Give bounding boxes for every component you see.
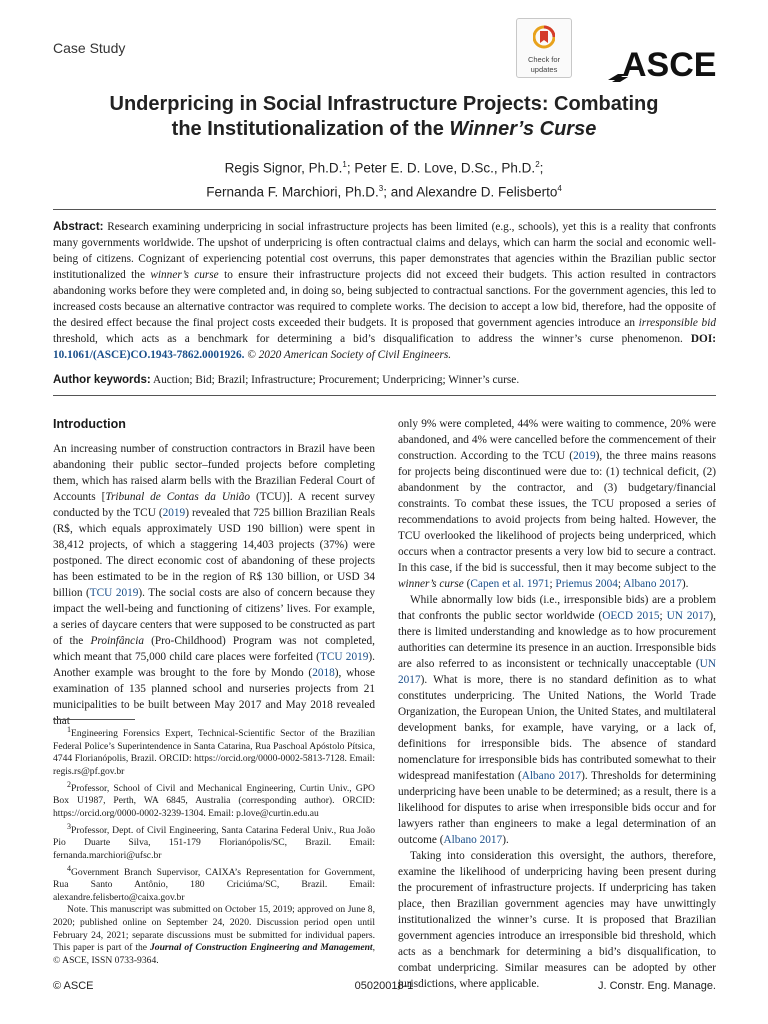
abstract-italic-1: winner’s curse [150,269,219,281]
citation-link[interactable]: Albano 2017 [443,834,503,846]
intro-paragraph-1: An increasing number of construction contractors in Brazil have been abandoning their public sector–funded projects before completing them, which has raised alarm bells with the Brazilian Federal Court of Accounts [Tribunal de Contas da União (TCU)]. A recent survey conducted by the TCU (2019) revealed that 725 billion Brazilian Reals (R$, which equals approximately USD 190 billion) were spent in 38,412 projects, of which a staggering 14,403 projects (37%) were postponed. The direct economic cost of abandoning of these projects has been estimated to be in the region of R$ 130 billion, or USD 34 billion (TCU 2019). The social costs are also of concern because they impact the well-being and functioning of citizens’ lives. For example, a series of daycare centers that were supposed to be constructed as part of the Proinfância (Pro-Childhood) Program was not completed, which meant that 75,000 child care places were forfeited (TCU 2019). Another example was brought to the fore by Mondo (2018), whose examination of 135 planned school and nurseries projects from 21 municipalities to be built between May 2017 and May 2018 revealed that [53,443,375,727]
footer-publisher: © ASCE [53,980,94,992]
badge-text-line1: Check for [527,55,561,64]
citation-link[interactable]: Albano 2017 [521,770,582,782]
citation-link[interactable]: Albano 2017 [623,578,682,590]
article-type: Case Study [53,40,126,56]
author-2-sep: ; [539,160,544,176]
author-3: Fernanda F. Marchiori, Ph.D. [206,184,379,199]
asce-logo [608,40,716,84]
section-heading-introduction: Introduction [53,417,126,431]
abstract [53,219,716,363]
author-2: ; Peter E. D. Love, D.Sc., Ph.D. [346,160,536,176]
citation-link[interactable]: OECD 2015 [602,610,660,622]
citation-link[interactable]: Priemus 2004 [555,578,618,590]
citation-link[interactable]: 2018 [312,667,335,679]
author-1-affil: 1 [342,160,347,169]
doi-label: DOI: [690,333,716,345]
abstract-text-3: threshold, which acts as a benchmark for determining a bid’s disqualification to address the winner’s curse phenomenon. [53,333,691,345]
title-line2: the Institutionalization of the [171,118,450,140]
author-1: Regis Signor, Ph.D. [224,160,343,176]
author-2-affil: 2 [535,160,540,169]
footnote-4: $^4$Government Branch Supervisor, CAIXA’s Representation for Government, Rua Santo Antônio, 180 Criciúma/SC, Brazil. Email: alexandre.felisberto@caixa.gov.br [53,863,375,903]
paper-title [40,92,728,142]
footnote-3: $^3$Professor, Dept. of Civil Engineering, Santa Catarina Federal Univ., Rua João Pio Duarte Silva, 151-179 Florianópolis/SC, Brazil. Email: fernanda.marchiori@ufsc.br [53,821,375,861]
citation-link[interactable]: UN 2017 [398,658,716,686]
author-list [40,155,728,202]
author-3-affil: 3 [378,183,384,193]
copyright-text: © 2020 American Society of Civil Engineers. [244,349,452,361]
citation-link[interactable]: TCU 2019 [319,651,369,663]
citation-link[interactable]: UN 2017 [666,610,710,622]
badge-text-line2: updates [530,65,558,74]
abstract-text-1: Research examining underpricing in social infrastructure projects has been limited (e.g., schools), yet this is a reality that confronts many governments worldwide. The upshot of underpricing is often contractual claims and delays, which can harm the social and economic well-being of citizens. Cognizant of experiencing potential cost overruns, this paper demonstrates that agencies within the Brazilian public sector institutionalized the [53,221,716,281]
citation-link[interactable]: Capen et al. 1971 [470,578,550,590]
keywords-text: Auction; Bid; Brazil; Infrastructure; Procurement; Underpricing; Winner’s curse. [150,374,520,386]
footer-journal: J. Constr. Eng. Manage. [597,980,716,992]
footnotes [53,724,375,967]
journal-name: Journal of Construction Engineering and Management [150,942,373,954]
abstract-label: Abstract: [53,221,104,233]
citation-link[interactable]: 2019 [573,450,596,462]
abstract-italic-2: irresponsible bid [638,317,716,329]
logo-wordmark: ASCE [622,46,716,84]
body-paragraph-continued: only 9% were completed, 44% were waiting to commence, 20% were abandoned, and 4% were cancelled before the commencement of their construction. According to the TCU (2019), the three mains reasons for projects being discontinued were due to: (1) technical deficit, (2) abandonment by the contractor, and (3) budgetary/financial constraints. To combat these issues, the TCU proposed a series of recommendations to avoid projects from being halted. However, the TCU overlooked the likelihood of projects being underpriced, which occurs when a contractor presents a very low bid to secure a contract. In this case, if the bid is successful, then it may become subject to the winner’s curse (Capen et al. 1971; Priemus 2004; Albano 2017). [398,418,716,590]
title-line1: Underpricing in Social Infrastructure Projects: Combating [109,93,659,115]
bookmark-ribbon-icon [533,25,555,49]
left-column [53,416,375,729]
keywords [53,374,716,386]
keywords-label: Author keywords: [53,374,151,386]
right-column [398,416,716,992]
body-paragraph-3: Taking into consideration this oversight, the authors, therefore, examine the likelihood of underpricing having been present during the procurement of infrastructure projects. If underpricing has taken place, then Brazilian government agencies may have unwittingly institutionalized the winner’s curse. It is proposed that Brazilian government agencies introduce an irresponsible bid threshold, which acts as a benchmark for determining a bid’s disqualification, to combat underpricing. Similar measures can be adopted by other jurisdictions, where applicable. [398,850,716,990]
abstract-top-rule [53,209,716,210]
citation-link[interactable]: 2019 [162,507,186,519]
check-for-updates-badge[interactable] [516,18,572,78]
title-italic: Winner’s Curse [449,118,597,140]
footnote-rule [53,719,135,720]
footnote-2: $^2$Professor, School of Civil and Mechanical Engineering, Curtin Univ., GPO Box U1987, Perth, WA 6845, Australia (corresponding author). ORCID: https://orcid.org/0000-0002-3239-1304. Email: p.love@curtin.edu.au [53,779,375,819]
manuscript-note: Note. This manuscript was submitted on October 15, 2019; approved on June 8, 2020; published online on September 24, 2020. Discussion period open until February 24, 2021; separate discussions must be submitted for individual papers. This paper is part of the Journal of Construction Engineering and Management, © ASCE, ISSN 0733-9364. [53,904,375,966]
body-paragraph-2: While abnormally low bids (i.e., irresponsible bids) are a problem that confronts the public sector worldwide (OECD 2015; UN 2017), there is limited understanding and knowledge as to how procurement authorities can determine its presence in an auction. Irresponsible bids are also referred to as inconsistent or technically unacceptable (UN 2017). What is more, there is no standard definition as to what constitutes underpricing. The United Nations, the World Trade Organization, the European Union, the United States, and multilateral development banks, for example, have varying, or a lack of, definitions for irresponsible bids. The absence of standard nomenclature for irresponsible bids has contributed somewhat to their widespread manifestation (Albano 2017). Thresholds for determining underpricing have been unable to be determined; as a result, there is a likelihood for disputes to arise when irresponsible bids occur and for lawyers rather than engineers to make a legal determination of an outcome (Albano 2017). [398,594,717,846]
author-4-affil: 4 [557,183,562,193]
author-4: ; and Alexandre D. Felisberto [383,184,558,199]
citation-link[interactable]: TCU 2019 [89,587,139,599]
footnote-1: $^1$Engineering Forensics Expert, Technical-Scientific Sector of the Brazilian Federal Police’s Superintendence in Santa Catarina, Rua Paschoal Apóstolo Pítsica, 4744 Florianópolis, Brazil. ORCID: https://orcid.org/0000-0002-5813-7128. Email: regis.rs@pf.gov.br [53,725,375,777]
abstract-bottom-rule [53,395,716,396]
doi-link[interactable]: 10.1061/(ASCE)CO.1943-7862.0001926. [53,349,245,361]
abstract-text-2: to ensure their infrastructure projects did not exceed their budgets. This action resulted in contractors abandoning works before they were completed and, in doing so, being subjected to contractual sanctions. For the government agencies, this led to increased costs because an alternative contractor was required to complete works. The decision to accept a low bid, therefore, had the opposite of the desired effect because the final project costs exceeded their budgets. It is proposed that government agencies introduce an [53,269,716,329]
footer-page-id: 05020018-1 [354,980,414,992]
